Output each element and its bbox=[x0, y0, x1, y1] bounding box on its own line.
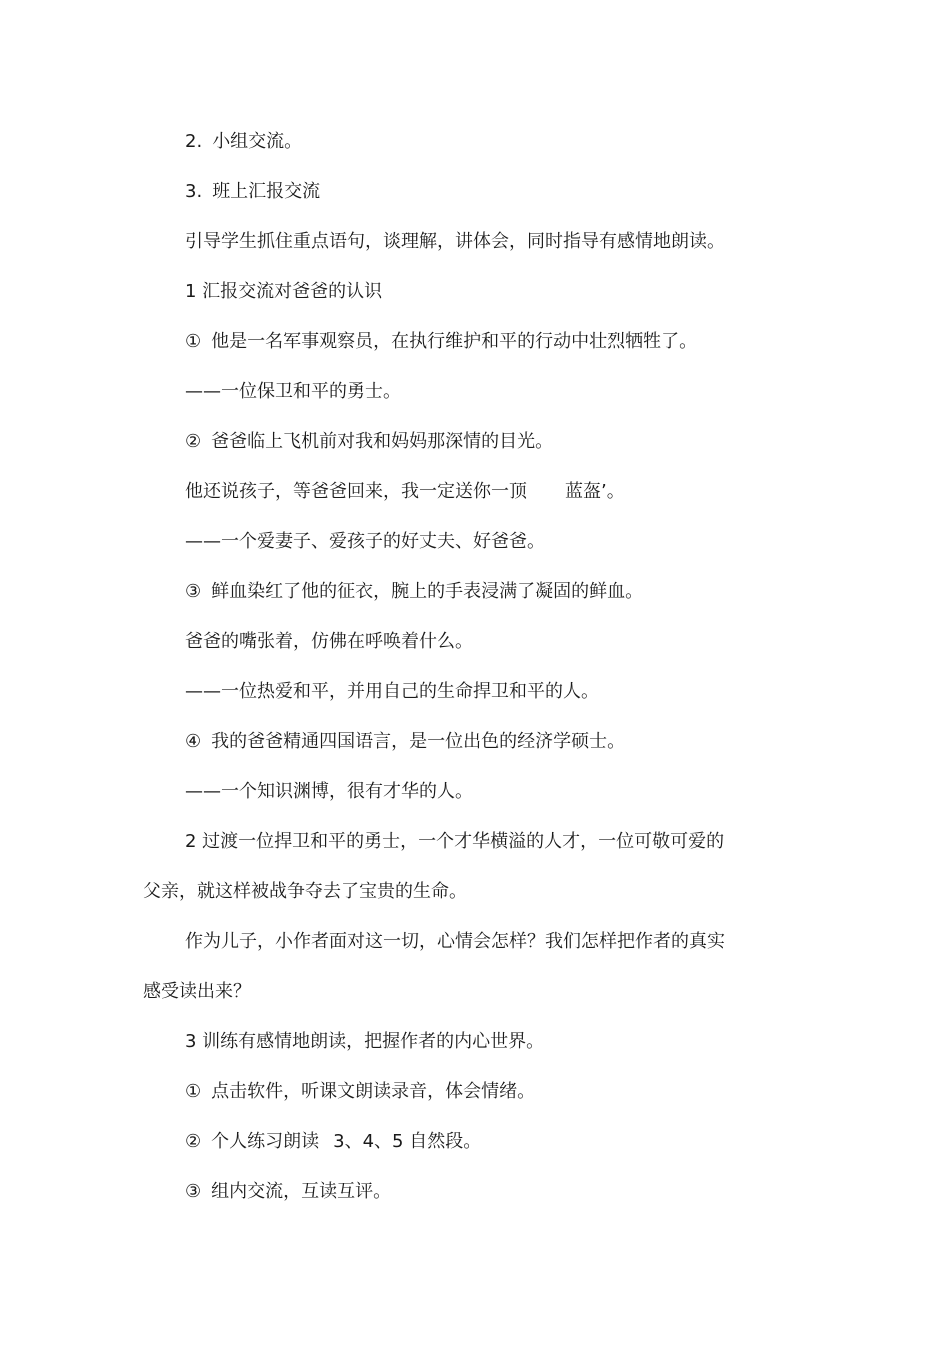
circled-number: ③ bbox=[185, 1181, 202, 1202]
point-text: 爸爸临上飞机前对我和妈妈那深情的目光。 bbox=[211, 431, 554, 452]
conclusion-3: ——一位热爱和平，并用自己的生命捍卫和平的人。 bbox=[185, 681, 599, 702]
item-number: 2. bbox=[185, 131, 203, 152]
list-item-3 bbox=[185, 180, 320, 204]
item-text: 小组交流。 bbox=[212, 131, 303, 152]
point-4 bbox=[185, 730, 625, 754]
step-text-b: 3、4、5 自然段。 bbox=[333, 1131, 482, 1152]
item-text: 班上汇报交流 bbox=[212, 181, 321, 202]
circled-number: ④ bbox=[185, 731, 202, 752]
point-3-continued: 爸爸的嘴张着，仿佛在呼唤着什么。 bbox=[185, 631, 473, 652]
item-number: 3. bbox=[185, 181, 203, 202]
step-3 bbox=[185, 1180, 391, 1204]
point-text: 他是一名军事观察员，在执行维护和平的行动中壮烈牺牲了。 bbox=[211, 331, 698, 352]
point-3 bbox=[185, 580, 643, 604]
list-item-2 bbox=[185, 130, 302, 154]
step-text: 组内交流，互读互评。 bbox=[211, 1181, 392, 1202]
circled-number: ① bbox=[185, 331, 202, 352]
question-paragraph: 作为儿子，小作者面对这一切，心情会怎样？我们怎样把作者的真实 bbox=[185, 931, 725, 952]
conclusion-2: ——一个爱妻子、爱孩子的好丈夫、好爸爸。 bbox=[185, 531, 545, 552]
circled-number: ③ bbox=[185, 581, 202, 602]
quote-text-a: 他还说孩子，等爸爸回来，我一定送你一顶 bbox=[185, 481, 527, 502]
question-paragraph-continued: 感受读出来？ bbox=[143, 981, 251, 1002]
point-1 bbox=[185, 330, 697, 354]
transition-paragraph: 2 过渡一位捍卫和平的勇士，一个才华横溢的人才，一位可敬可爱的 bbox=[185, 831, 725, 852]
conclusion-1: ——一位保卫和平的勇士。 bbox=[185, 381, 401, 402]
conclusion-4: ——一个知识渊博，很有才华的人。 bbox=[185, 781, 473, 802]
circled-number: ② bbox=[185, 1131, 202, 1152]
paragraph-guidance: 引导学生抓住重点语句，谈理解，讲体会，同时指导有感情地朗读。 bbox=[185, 231, 725, 252]
point-text: 鲜血染红了他的征衣，腕上的手表浸满了凝固的鲜血。 bbox=[211, 581, 644, 602]
step-text-a: 个人练习朗读 bbox=[211, 1131, 320, 1152]
circled-number: ② bbox=[185, 431, 202, 452]
step-text: 点击软件，听课文朗读录音，体会情绪。 bbox=[211, 1081, 536, 1102]
quote-text-b: 蓝盔’。 bbox=[565, 481, 625, 502]
step-1 bbox=[185, 1080, 535, 1104]
point-2 bbox=[185, 430, 553, 454]
circled-number: ① bbox=[185, 1081, 202, 1102]
point-text: 我的爸爸精通四国语言，是一位出色的经济学硕士。 bbox=[211, 731, 626, 752]
section-heading-1: 1 汇报交流对爸爸的认识 bbox=[185, 281, 383, 302]
step-2 bbox=[185, 1130, 481, 1154]
section-heading-3: 3 训练有感情地朗读，把握作者的内心世界。 bbox=[185, 1031, 545, 1052]
quote-line bbox=[185, 480, 625, 504]
transition-paragraph-continued: 父亲，就这样被战争夺去了宝贵的生命。 bbox=[143, 881, 467, 902]
